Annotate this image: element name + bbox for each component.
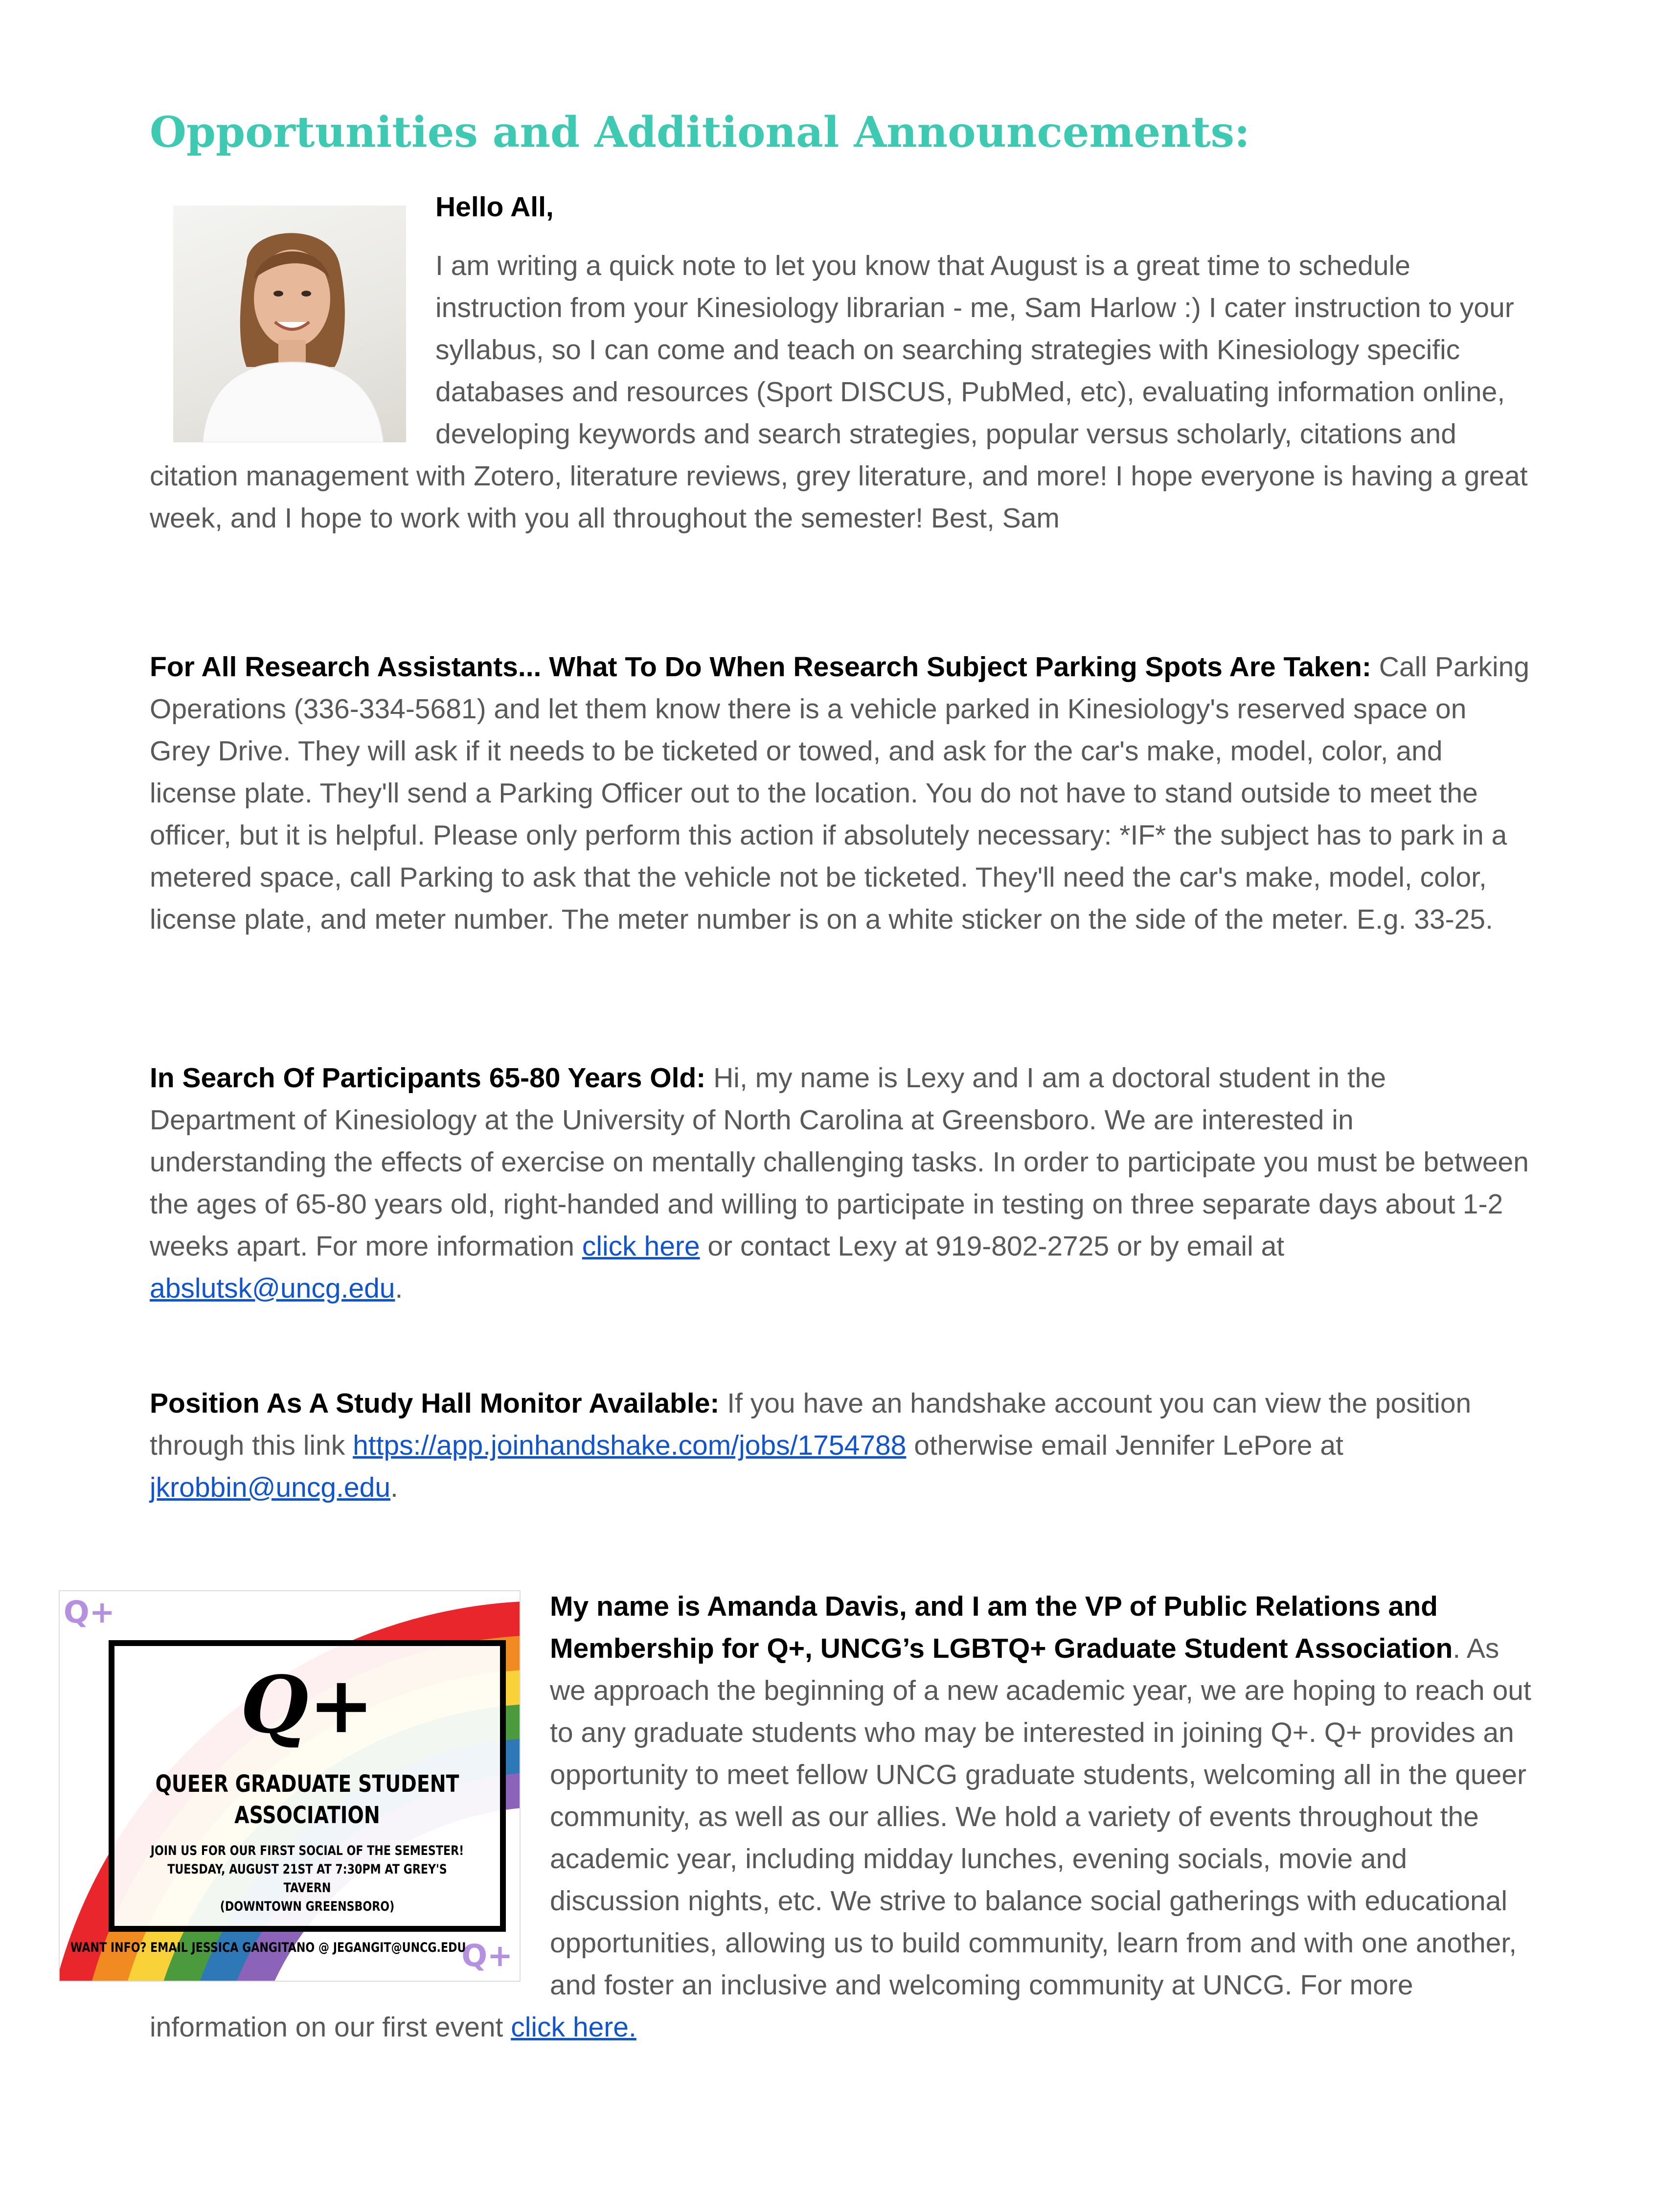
monitor-email-link[interactable]: jkrobbin@uncg.edu [150, 1472, 391, 1503]
librarian-text: I am writing a quick note to let you know that August is a great time to schedule instruction from your Kinesiology librarian - me, Sam Harlow :) I cater instruction to your syllabus, so I can come and teach on searching strategies with Kinesiology specific databases and resources (Sport DISCUS, PubMed, etc), evaluating information online, developing keywords and search strategies, popular versus scholarly, citations and citation management with Zotero, literature reviews, grey literature, and more! I hope everyone is having a great week, and I hope to work with you all throughout the semester! Best, Sam [150, 250, 1528, 534]
qplus-announcement [64, 1585, 1534, 2048]
monitor-end: . [390, 1472, 398, 1503]
monitor-text: If you have an handshake account you can view the position through this link [150, 1388, 1472, 1461]
poster-org-line1: QUEER GRADUATE STUDENT [155, 1770, 459, 1798]
poster-join-line2: TUESDAY, AUGUST 21ST AT 7:30PM AT GREY'S TAVERN [167, 1862, 447, 1896]
poster-frame [109, 1640, 506, 1932]
parking-heading: For All Research Assistants... What To Do When Research Subject Parking Spots Are Taken: [150, 651, 1371, 683]
poster-org-line2: ASSOCIATION [234, 1802, 380, 1829]
poster-join-line1: JOIN US FOR OUR FIRST SOCIAL OF THE SEMESTER! [150, 1843, 464, 1858]
page-title: Opportunities and Additional Announcements: [150, 108, 1250, 157]
poster-big-logo: Q+ [240, 1659, 374, 1751]
participants-announcement [150, 1057, 1534, 1309]
monitor-contact-text: otherwise email Jennifer LePore at [906, 1430, 1343, 1461]
parking-text: Call Parking Operations (336-334-5681) and let them know there is a vehicle parked in Kinesiology's reserved space on Grey Drive. They will ask if it needs to be ticketed or towed, and ask for the car's make, model, color, and license plate. They'll send a Parking Officer out to the location. You do not have to stand outside to meet the officer, but it is helpful. Please only perform this action if absolutely necessary: *IF* the subject has to park in a metered space, call Parking to ask that the vehicle not be ticketed. They'll need the car's make, model, color, license plate, and meter number. The meter number is on a white sticker on the side of the meter. E.g. 33-25. [150, 651, 1530, 935]
qplus-event-poster [59, 1590, 521, 1982]
poster-org-name [149, 1768, 465, 1831]
participants-contact-text: or contact Lexy at 919-802-2725 or by email at [700, 1231, 1285, 1262]
librarian-announcement [150, 186, 1534, 539]
poster-join-line3: (DOWNTOWN GREENSBORO) [220, 1899, 395, 1914]
participants-heading: In Search Of Participants 65-80 Years Old: [150, 1062, 706, 1094]
monitor-announcement [150, 1382, 1534, 1509]
participants-click-here-link[interactable]: click here [582, 1231, 700, 1262]
qplus-click-here-link[interactable]: click here. [511, 2012, 636, 2043]
greeting: Hello All, [435, 191, 554, 223]
participants-email-link[interactable]: abslutsk@uncg.edu [150, 1273, 395, 1304]
poster-want-info: WANT INFO? EMAIL JESSICA GANGITANO @ JEGANGIT@UNCG.EDU [70, 1940, 466, 1955]
poster-event-details [149, 1842, 465, 1916]
handshake-job-link[interactable]: https://app.joinhandshake.com/jobs/1754788 [353, 1430, 907, 1461]
qplus-heading: My name is Amanda Davis, and I am the VP of Public Relations and Membership for Q+, UNCG’s LGBTQ+ Graduate Student Association [550, 1591, 1453, 1664]
librarian-photo [173, 206, 406, 442]
participants-text: Hi, my name is Lexy and I am a doctoral student in the Department of Kinesiology at the University of North Carolina at Greensboro. We are interested in understanding the effects of exercise on mentally challenging tasks. In order to participate you must be between the ages of 65-80 years old, right-handed and willing to participate in testing on three separate days about 1-2 weeks apart. For more information [150, 1062, 1529, 1262]
qplus-logo-bottom: Q+ [461, 1938, 513, 1973]
participants-end: . [395, 1273, 403, 1304]
parking-announcement [150, 646, 1534, 940]
qplus-text: . As we approach the beginning of a new academic year, we are hoping to reach out to any graduate students who may be interested in joining Q+. Q+ provides an opportunity to meet fellow UNCG graduate students, welcoming all in the queer community, as well as our allies. We hold a variety of events throughout the academic year, including midday lunches, evening socials, movie and discussion nights, etc. We strive to balance social gatherings with educational opportunities, allowing us to build community, learn from and with one another, and foster an inclusive and welcoming community at UNCG. For more information on our first event [150, 1633, 1531, 2043]
qplus-logo-top: Q+ [64, 1594, 115, 1630]
monitor-heading: Position As A Study Hall Monitor Available: [150, 1388, 720, 1419]
